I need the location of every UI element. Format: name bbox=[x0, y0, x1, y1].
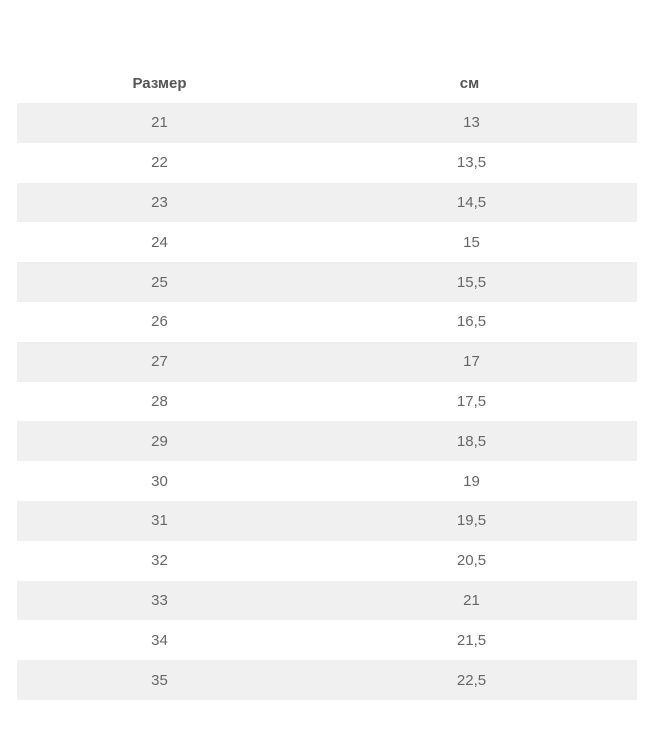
table-row bbox=[17, 143, 637, 183]
table-row bbox=[17, 541, 637, 581]
table-header bbox=[17, 63, 637, 103]
size-cell: 23 bbox=[17, 183, 302, 223]
cm-cell: 16,5 bbox=[302, 302, 637, 342]
table-row bbox=[17, 342, 637, 382]
size-cell: 34 bbox=[17, 620, 302, 660]
table-row bbox=[17, 461, 637, 501]
table-row bbox=[17, 620, 637, 660]
size-cell: 24 bbox=[17, 222, 302, 262]
cm-cell: 20,5 bbox=[302, 541, 637, 581]
cm-cell: 18,5 bbox=[302, 421, 637, 461]
table-row bbox=[17, 421, 637, 461]
cm-cell: 21,5 bbox=[302, 620, 637, 660]
cm-cell: 21 bbox=[302, 581, 637, 621]
size-cell: 27 bbox=[17, 342, 302, 382]
table-row bbox=[17, 103, 637, 143]
cm-cell: 19,5 bbox=[302, 501, 637, 541]
cm-cell: 15,5 bbox=[302, 262, 637, 302]
table-row bbox=[17, 302, 637, 342]
size-cell: 25 bbox=[17, 262, 302, 302]
cm-cell: 15 bbox=[302, 222, 637, 262]
table-row bbox=[17, 183, 637, 223]
size-cell: 31 bbox=[17, 501, 302, 541]
size-cell: 28 bbox=[17, 382, 302, 422]
size-cell: 30 bbox=[17, 461, 302, 501]
size-cell: 33 bbox=[17, 581, 302, 621]
cm-cell: 13 bbox=[302, 103, 637, 143]
cm-cell: 19 bbox=[302, 461, 637, 501]
size-chart-table bbox=[17, 63, 637, 700]
column-header-size: Размер bbox=[132, 74, 187, 92]
table-row bbox=[17, 382, 637, 422]
table-row bbox=[17, 262, 637, 302]
table-body bbox=[17, 103, 637, 700]
size-cell: 32 bbox=[17, 541, 302, 581]
cm-cell: 22,5 bbox=[302, 660, 637, 700]
header-row bbox=[17, 63, 637, 103]
table-row bbox=[17, 222, 637, 262]
table-row bbox=[17, 581, 637, 621]
table-row bbox=[17, 660, 637, 700]
column-header-cm: см bbox=[459, 74, 480, 92]
cm-cell: 13,5 bbox=[302, 143, 637, 183]
table-row bbox=[17, 501, 637, 541]
size-cell: 29 bbox=[17, 421, 302, 461]
size-cell: 21 bbox=[17, 103, 302, 143]
cm-cell: 14,5 bbox=[302, 183, 637, 223]
cm-cell: 17 bbox=[302, 342, 637, 382]
size-cell: 22 bbox=[17, 143, 302, 183]
size-cell: 26 bbox=[17, 302, 302, 342]
cm-cell: 17,5 bbox=[302, 382, 637, 422]
size-cell: 35 bbox=[17, 660, 302, 700]
